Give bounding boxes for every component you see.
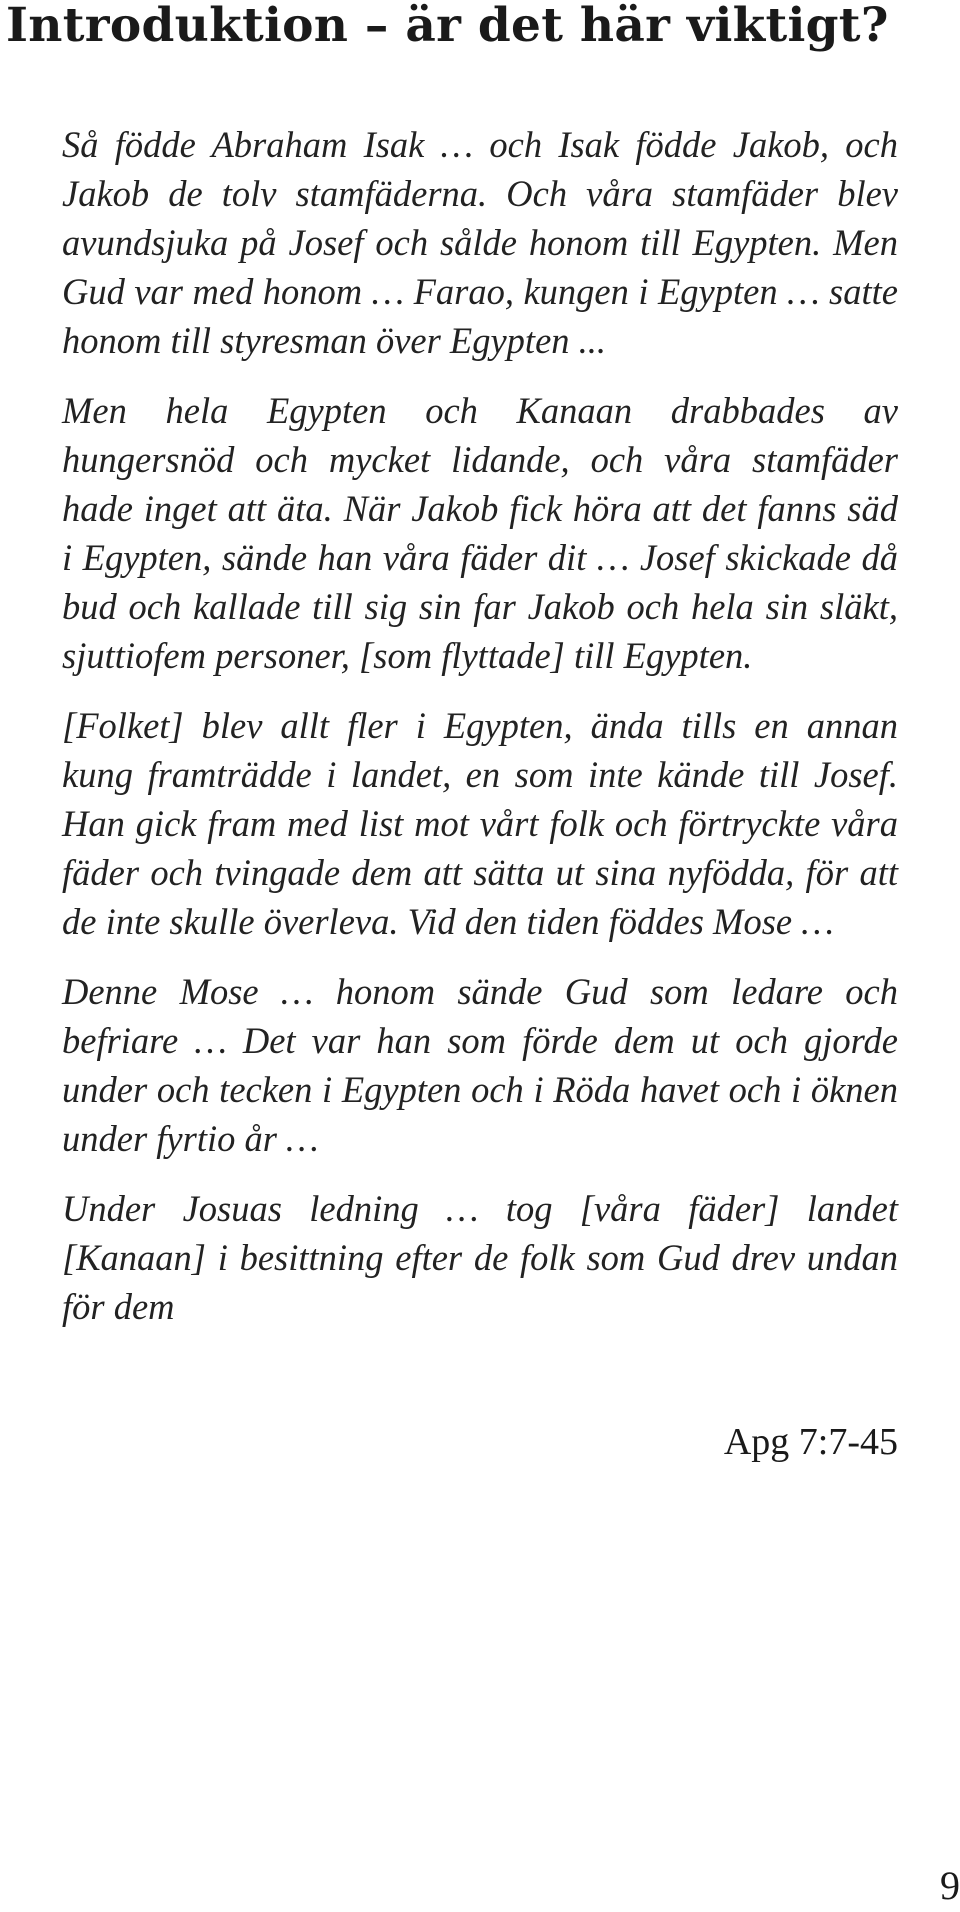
quote-paragraph: Under Josuas ledning … tog [våra fäder] landet [Kanaan] i besittning efter de folk som Gud drev undan för dem xyxy=(62,1188,898,1327)
page-number: 9 xyxy=(940,1863,960,1908)
quote-paragraph: Denne Mose … honom sände Gud som ledare och befriare … Det var han som förde dem ut och gjorde under och tecken i Egypten och i Röda havet och i öknen under fyrtio år … xyxy=(62,971,898,1159)
quote-paragraph: [Folket] blev allt fler i Egypten, ända tills en annan kung framträdde i landet, en som inte kände till Josef. Han gick fram med list mot vårt folk och förtryckte våra fäder och tvingade dem att sätta ut sina nyfödda, för att de inte skulle överleva. Vid den tiden föddes Mose … xyxy=(62,705,898,942)
quote-paragraph: Så födde Abraham Isak … och Isak födde Jakob, och Jakob de tolv stamfäderna. Och våra stamfäder blev avundsjuka på Josef och sålde honom till Egypten. Men Gud var med honom … Farao, kungen i Egypten … satte honom till styresman över Egypten ... xyxy=(62,124,898,361)
page-title: Introduktion – är det här viktigt? xyxy=(6,0,889,53)
quote-paragraph: Men hela Egypten och Kanaan drabbades av hungersnöd och mycket lidande, och våra stamfäder hade inget att äta. När Jakob fick höra att det fanns säd i Egypten, sände han våra fäder dit … Josef skickade då bud och kallade till sig sin far Jakob och hela sin släkt, sjuttiofem personer, [som flyttade] till Egypten. xyxy=(62,390,898,676)
scripture-reference: Apg 7:7-45 xyxy=(723,1421,898,1463)
scripture-quote xyxy=(62,120,898,1352)
